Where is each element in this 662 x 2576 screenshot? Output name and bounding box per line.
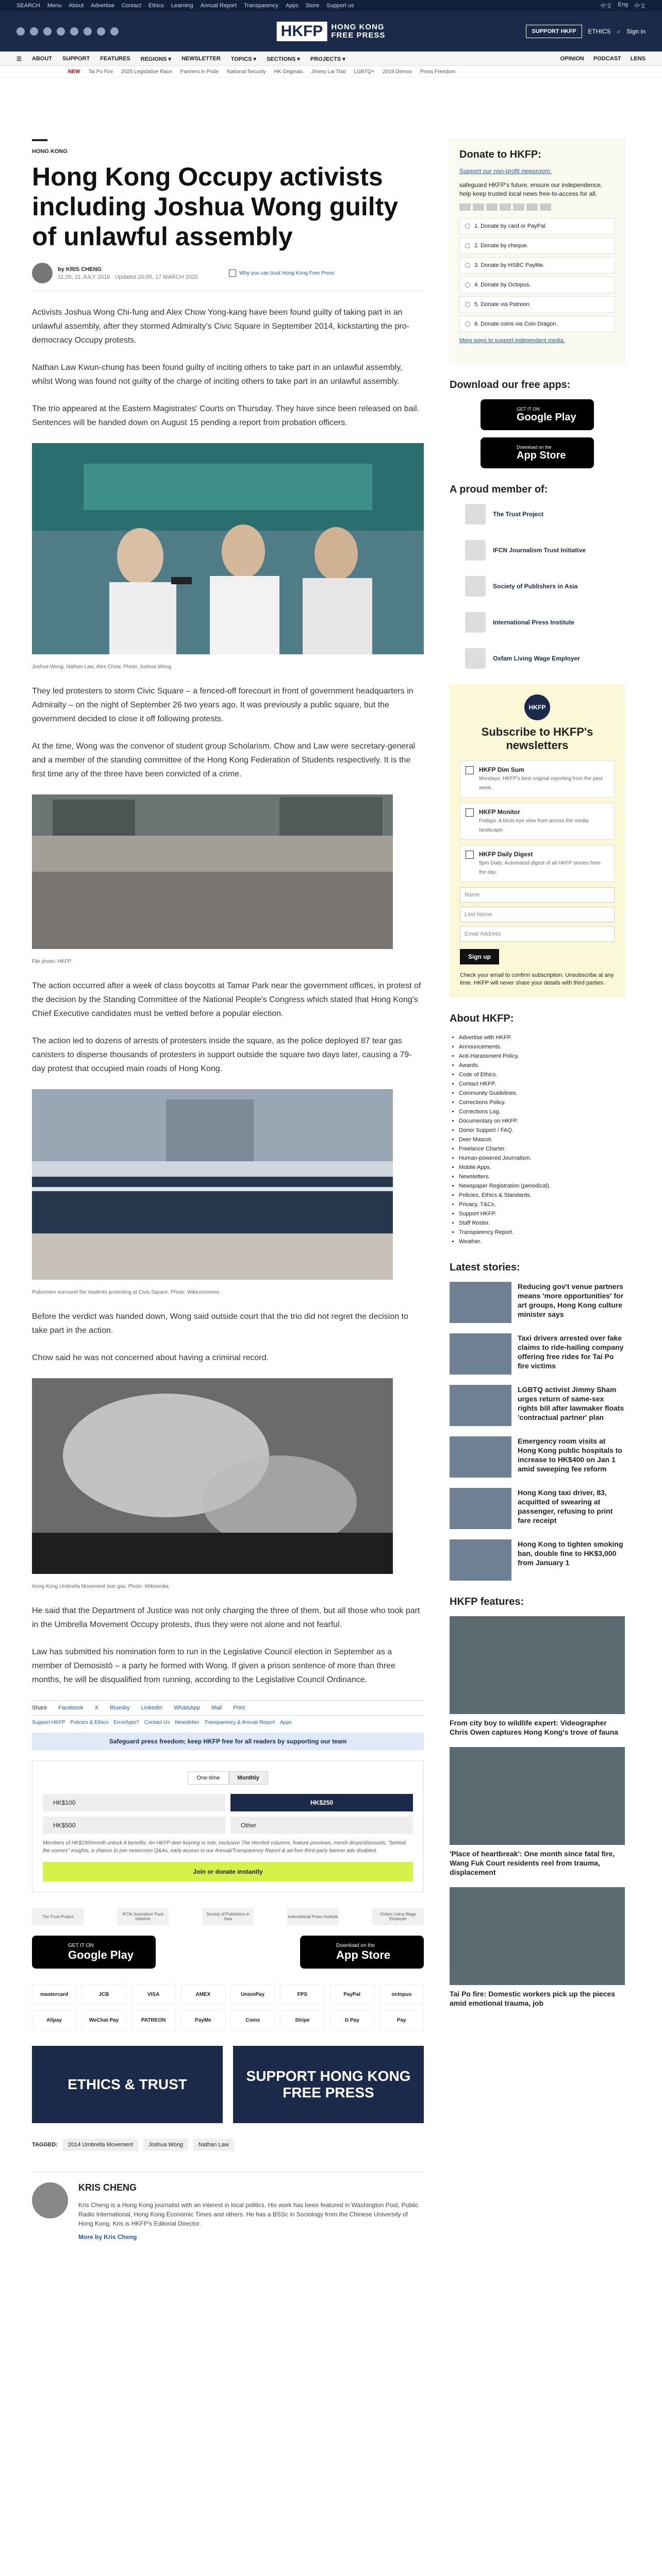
payment-methods xyxy=(32,1984,424,2030)
photo-caption: Joshua Wong, Nathan Law, Alex Chow. Photo: Joshua Wong. xyxy=(32,664,173,670)
card-icon xyxy=(500,204,511,211)
app-store-badge[interactable]: Download on the App Store xyxy=(300,1936,424,1969)
photo-tear-gas xyxy=(32,1378,424,1577)
jti-logo[interactable]: IFCN Journalism Trust Initiative xyxy=(117,1908,169,1925)
share-print[interactable]: Print xyxy=(233,1705,245,1711)
nav-lens[interactable]: LENS xyxy=(630,56,646,62)
card-icon xyxy=(526,204,538,211)
fps-icon: FPS xyxy=(280,1984,324,2005)
nav-support[interactable]: SUPPORT xyxy=(62,56,90,62)
paragraph: Law has submitted his nomination form to run in the Legislative Council election in September as a member of Demosistō – a party he formed with Wong. If given a prison sentence of more than three months, he will be disqualified from running, according to the Legislative Council Ordinance. xyxy=(32,1648,395,1684)
paragraph: They led protesters to storm Civic Square – a fenced-off forecourt in front of government headquarters in Admiralty – on the night of September 26 two years ago. It was previously a public square, but the government decided to close it off following protests. xyxy=(32,687,413,723)
photo-activists xyxy=(32,443,424,657)
about-link[interactable]: • Human-powered Journalism. xyxy=(459,1154,625,1163)
about-title: About HKFP: xyxy=(450,1013,514,1024)
card-icon xyxy=(540,204,551,211)
util-store[interactable]: Store xyxy=(305,3,320,9)
about-link[interactable]: • Contact HKFP. xyxy=(459,1079,625,1089)
about-list xyxy=(450,1033,625,1246)
sidebar xyxy=(450,139,625,2242)
ethics-promo[interactable]: ETHICS & TRUST xyxy=(32,2046,223,2123)
tag[interactable]: Nathan Law xyxy=(193,2139,234,2151)
about-link[interactable]: • Newsletters. xyxy=(459,1172,625,1181)
card-icon xyxy=(473,204,484,211)
tag[interactable]: Joshua Wong xyxy=(143,2139,188,2151)
logo-text: HONG KONG FREE PRESS xyxy=(331,23,386,40)
share-bar xyxy=(32,1700,424,1716)
promo-banners xyxy=(32,2046,424,2123)
freq-one-time[interactable]: One-time xyxy=(188,1771,228,1785)
apple-pay-icon: Pay xyxy=(379,2010,424,2030)
card-icon xyxy=(459,204,471,211)
about-link[interactable]: • Policies, Ethics & Standards. xyxy=(459,1191,625,1200)
about-link[interactable]: • Corrections Log. xyxy=(459,1107,625,1116)
updated-date: Updated 20:05, 17 MARCH 2020 xyxy=(114,274,198,280)
about-link[interactable]: • Documentary on HKFP. xyxy=(459,1116,625,1126)
member-title: A proud member of: xyxy=(450,484,548,495)
side-ipi[interactable]: International Press Institute xyxy=(465,612,625,633)
util-advertise[interactable]: Advertise xyxy=(91,3,114,9)
about-link[interactable]: • Support HKFP. xyxy=(459,1209,625,1218)
ethics-link[interactable]: ETHICS xyxy=(588,28,611,35)
side-google-play-badge[interactable]: GET IT ON Google Play xyxy=(481,399,594,430)
last-name-input[interactable]: Last Name xyxy=(460,907,615,922)
trending-link[interactable]: Tai Po Fire xyxy=(88,69,113,75)
octopus-icon: octopus xyxy=(379,1984,424,2005)
latest-list xyxy=(450,1282,625,1581)
byline xyxy=(32,263,424,291)
donate-option[interactable]: 4. Donate by Octopus. xyxy=(459,277,615,293)
language-switcher xyxy=(600,2,646,10)
side-oxfam[interactable]: Oxfam Living Wage Employer xyxy=(465,648,625,669)
about-link[interactable]: • Staff Roster. xyxy=(459,1218,625,1228)
menu-icon[interactable]: ☰ xyxy=(16,56,22,62)
trending-link[interactable]: National Security xyxy=(227,69,266,75)
facebook-icon[interactable] xyxy=(16,27,25,36)
trust-icon xyxy=(229,269,236,277)
support-banner[interactable]: Safeguard press freedom; keep HKFP free for all readers by supporting our team xyxy=(32,1733,424,1750)
donate-option[interactable]: 3. Donate by HSBC PayMe. xyxy=(459,257,615,274)
newsletter-option[interactable]: HKFP Dim Sum Mondays: HKFP's best original reporting from the past week. xyxy=(460,760,615,798)
about-link[interactable]: • Donor Support / FAQ. xyxy=(459,1126,625,1135)
article-category[interactable]: HONG KONG xyxy=(32,148,68,155)
story-thumbnail xyxy=(450,1539,511,1581)
feature-image xyxy=(450,1747,625,1845)
trust-link[interactable]: Why you can trust Hong Kong Free Press xyxy=(229,269,335,277)
article xyxy=(32,139,424,2242)
paragraph: The action led to dozens of arrests of protesters inside the square, as the police deployed 87 tear gas canisters to disperse thousands of protesters in support outside the square two days later, causing a 79-day protest that occupied main roads of Hong Kong. xyxy=(32,1037,412,1073)
util-transparency[interactable]: Transparency xyxy=(244,3,278,9)
amount-250[interactable]: HK$250 xyxy=(230,1794,413,1811)
about-link[interactable]: • Announcements. xyxy=(459,1042,625,1052)
utility-bar xyxy=(0,0,662,11)
latest-title: Latest stories: xyxy=(450,1262,520,1273)
trending-bar xyxy=(0,66,662,77)
latest-story[interactable]: Hong Kong taxi driver, 83, acquitted of swearing at passenger, refusing to print fare receipt xyxy=(450,1488,625,1529)
logo-mark: HKFP xyxy=(277,22,327,41)
whatsapp-icon[interactable] xyxy=(110,27,119,36)
newsletter-option[interactable]: HKFP Monitor Fridays: A birds-eye view from across the media landscape. xyxy=(460,803,615,840)
support-button[interactable]: SUPPORT HKFP xyxy=(526,25,582,38)
about-link[interactable]: • Deer Mascot. xyxy=(459,1135,625,1144)
visa-icon: VISA xyxy=(131,1984,176,2005)
donate-panel-link[interactable]: Support our non-profit newsroom: xyxy=(459,167,552,175)
story-thumbnail xyxy=(450,1385,511,1426)
lang-zh-2[interactable]: 中文 xyxy=(634,3,646,9)
payme-icon: PayMe xyxy=(181,2010,225,2030)
side-trust-project[interactable]: The Trust Project xyxy=(465,504,625,524)
author-name[interactable]: by KRIS CHENG xyxy=(58,266,102,273)
about-link[interactable]: • Awards. xyxy=(459,1061,625,1070)
sopa-icon xyxy=(465,576,486,597)
checkbox-icon[interactable] xyxy=(466,766,474,774)
signin-link[interactable]: Sign in xyxy=(626,28,646,35)
util-about[interactable]: About xyxy=(69,3,84,9)
share-whatsapp[interactable]: WhatsApp xyxy=(174,1705,200,1711)
share-x[interactable]: X xyxy=(94,1705,99,1711)
trending-link[interactable]: Partners in Pride xyxy=(180,69,219,75)
checkbox-icon[interactable] xyxy=(466,808,474,817)
frequency-toggle xyxy=(43,1771,413,1785)
about-link[interactable]: • Weather. xyxy=(459,1237,625,1246)
patreon-icon: PATREON xyxy=(131,2010,176,2030)
latest-story[interactable]: Emergency room visits at Hong Kong public hospitals to increase to HK$400 on Jan 1 amid sweeping fee reform xyxy=(450,1436,625,1478)
freq-monthly[interactable]: Monthly xyxy=(229,1771,268,1785)
newsletter-signup xyxy=(450,684,625,997)
social-links xyxy=(16,27,119,36)
stripe-icon: Stripe xyxy=(280,2010,324,2030)
card-icons xyxy=(459,204,615,211)
about-link[interactable]: • Community Guidelines. xyxy=(459,1089,625,1098)
publish-date: 11:26, 21 JULY 2016 xyxy=(58,274,110,280)
features-list xyxy=(450,1616,625,2008)
nav-regions[interactable]: REGIONS ▾ xyxy=(140,56,171,62)
paragraph: Activists Joshua Wong Chi-fung and Alex Chow Yong-kang have been found guilty of taking part in an unlawful assembly, after they stormed Admiralty's Civic Square in September 2014, kickstarting the pro-democracy Occupy protests. xyxy=(32,308,409,345)
radio-icon xyxy=(465,224,470,229)
feature-story[interactable]: Tai Po fire: Domestic workers pick up the pieces amid emotional trauma, job xyxy=(450,1887,625,2008)
gpay-icon: G Pay xyxy=(330,2010,374,2030)
newsletter-option[interactable]: HKFP Daily Digest 5pm Daily: Automated digest of all HKFP stories from the day. xyxy=(460,845,615,882)
about-link[interactable]: • Newspaper Registration (periodical). xyxy=(459,1181,625,1191)
about-link[interactable]: • Code of Ethics. xyxy=(459,1070,625,1079)
nav-newsletter[interactable]: NEWSLETTER xyxy=(181,56,221,62)
nav-sections[interactable]: SECTIONS ▾ xyxy=(267,56,300,62)
author-bio: Kris Cheng is a Hong Kong journalist with an interest in local politics. His work has been featured in Washington Post, Public Radio International, Hong Kong Economic Times and others. He has a BSSc in Sociology from the Chinese University of Hong Kong. Kris is HKFP's Editorial Director. xyxy=(78,2201,419,2227)
trending-link[interactable]: Jimmy Lai Trial xyxy=(311,69,346,75)
donation-widget xyxy=(32,1760,424,1892)
checkbox-icon[interactable] xyxy=(466,851,474,859)
paypal-icon: PayPal xyxy=(330,1984,374,2005)
youtube-icon[interactable] xyxy=(70,27,78,36)
instagram-icon[interactable] xyxy=(57,27,65,36)
share-bluesky[interactable]: Bluesky xyxy=(110,1705,130,1711)
util-search[interactable]: SEARCH xyxy=(16,3,40,9)
kicker-rule xyxy=(32,139,47,141)
about-link[interactable]: • Freelance Charter. xyxy=(459,1144,625,1154)
paragraph: Chow said he was not concerned about having a criminal record. xyxy=(32,1353,269,1362)
sopa-logo[interactable]: Society of Publishers in Asia xyxy=(202,1908,254,1925)
util-ethics[interactable]: Ethics xyxy=(148,3,164,9)
photo-caption: Policemen surround the students protesting at Civic Square. Photo: Wikicommons. xyxy=(32,1290,221,1295)
oxfam-logo[interactable]: Oxfam Living Wage Employer xyxy=(372,1908,424,1925)
wechat-pay-icon: WeChat Pay xyxy=(81,2010,126,2030)
nav-about[interactable]: ABOUT xyxy=(31,56,52,62)
trending-link[interactable]: HK Originals xyxy=(274,69,303,75)
tag-list xyxy=(32,2139,424,2151)
radio-icon xyxy=(465,263,470,268)
share-mail[interactable]: Mail xyxy=(211,1705,222,1711)
trust-project-icon xyxy=(465,504,486,524)
typo-link[interactable]: Error/typo? xyxy=(113,1720,139,1725)
trending-new-badge: NEW xyxy=(68,69,80,75)
ipi-logo[interactable]: International Press Institute xyxy=(287,1908,339,1925)
radio-icon xyxy=(465,302,470,307)
more-by-author-link[interactable]: More by Kris Cheng xyxy=(78,2233,137,2241)
author-avatar[interactable] xyxy=(32,263,53,283)
trending-link[interactable]: LGBTQ+ xyxy=(354,69,375,75)
photo-protest-crowd xyxy=(32,794,424,952)
nav-projects[interactable]: PROJECTS ▾ xyxy=(310,56,345,62)
apps-link[interactable]: Apps xyxy=(279,1720,292,1725)
search-icon[interactable]: ⌕ xyxy=(617,27,621,35)
feature-story[interactable]: From city boy to wildlife expert: Videographer Chris Owen captures Hong Kong's trove of fauna xyxy=(450,1616,625,1737)
feature-image xyxy=(450,1616,625,1714)
util-annual-report[interactable]: Annual Report xyxy=(200,3,237,9)
radio-icon xyxy=(465,243,470,248)
signup-button[interactable]: Sign up xyxy=(460,949,499,964)
tags-label: TAGGED: xyxy=(32,2142,58,2148)
card-icon xyxy=(513,204,524,211)
share-label: Share xyxy=(32,1705,47,1711)
transparency-link[interactable]: Transparency & Annual Report xyxy=(204,1720,275,1725)
donate-option[interactable]: 5. Donate via Patreon. xyxy=(459,296,615,313)
oxfam-icon xyxy=(465,648,486,669)
trending-link[interactable]: 2019 Demos xyxy=(383,69,412,75)
linkedin-icon[interactable] xyxy=(84,27,92,36)
policies-link[interactable]: Policies & Ethics xyxy=(70,1720,109,1725)
donate-button[interactable]: Join or donate instantly xyxy=(43,1862,413,1882)
donate-option[interactable]: 2. Donate by cheque. xyxy=(459,238,615,254)
author-box xyxy=(32,2172,424,2242)
paragraph: Nathan Law Kwun-chung has been found guilty of inciting others to take part in an unlawful assembly, whilst Wong was found not guilty of the charge of inciting others to take part in an unlawful assembly. xyxy=(32,363,403,386)
nav-topics[interactable]: TOPICS ▾ xyxy=(230,56,257,62)
support-link[interactable]: Support HKFP xyxy=(32,1720,65,1725)
about-link[interactable]: • Mobile Apps. xyxy=(459,1163,625,1172)
footer-links xyxy=(32,1720,424,1725)
util-learning[interactable]: Learning xyxy=(171,3,193,9)
donate-panel xyxy=(450,139,625,364)
about-link[interactable]: • Privacy, T&Cs. xyxy=(459,1200,625,1209)
article-title: Hong Kong Occupy activists including Joshua Wong guilty of unlawful assembly xyxy=(32,162,399,251)
newsletter-link[interactable]: Newsletter xyxy=(175,1720,200,1725)
threads-icon[interactable] xyxy=(97,27,105,36)
nav-podcast[interactable]: PODCAST xyxy=(593,56,621,62)
latest-story[interactable]: Hong Kong to tighten smoking ban, double fine to HK$3,000 from January 1 xyxy=(450,1539,625,1581)
author-photo[interactable] xyxy=(32,2182,68,2218)
latest-story[interactable]: Reducing gov't venue partners means 'more opportunities' for art groups, Hong Kong culture minister says xyxy=(450,1282,625,1323)
about-link[interactable]: • Advertise with HKFP. xyxy=(459,1033,625,1042)
amount-100[interactable]: HK$100 xyxy=(43,1794,225,1811)
newsletter-note: Check your email to confirm subscription. Unsubscribe at any time. HKFP will never share your details with third parties. xyxy=(460,972,614,986)
latest-story[interactable]: Taxi drivers arrested over fake claims to ride-hailing company offering free rides for Tai Po fire victims xyxy=(450,1333,625,1375)
photo-caption: File photo: HKFP. xyxy=(32,959,72,964)
card-icon xyxy=(486,204,498,211)
amount-500[interactable]: HK$500 xyxy=(43,1817,225,1834)
donate-option[interactable]: 1. Donate by card or PayPal. xyxy=(459,218,615,234)
bluesky-icon[interactable] xyxy=(43,27,52,36)
util-apps[interactable]: Apps xyxy=(285,3,299,9)
side-jti[interactable]: IFCN Journalism Trust Initiative xyxy=(465,540,625,561)
amex-icon: AMEX xyxy=(181,1984,225,2005)
jcb-icon: JCB xyxy=(81,1984,126,2005)
google-play-badge[interactable]: GET IT ON Google Play xyxy=(32,1936,156,1969)
side-sopa[interactable]: Society of Publishers in Asia xyxy=(465,576,625,597)
paragraph: At the time, Wong was the convenor of student group Scholarism. Chow and Law were secretary-general and a member of the standing committee of the Hong Kong Federation of Students respectively. It is the first time any of the three have been convicted of a crime. xyxy=(32,742,416,778)
amount-options xyxy=(43,1794,413,1834)
about-link[interactable]: • Transparency Report. xyxy=(459,1228,625,1237)
paragraph: The action occurred after a week of class boycotts at Tamar Park near the government offices, in protest of the decision by the Standing Committee of the National People's Congress which stated that Hong Kong's Chief Executive candidates must be vetted before a popular election. xyxy=(32,981,421,1018)
trending-link[interactable]: 2025 Legislative Race xyxy=(121,69,172,75)
name-input[interactable]: Name xyxy=(460,887,615,903)
masthead xyxy=(0,11,662,52)
trust-project-logo[interactable]: The Trust Project xyxy=(32,1908,84,1925)
donation-note: Members of HK$150/month unlock 8 benefits: An HKFP deer keyring or tote, exclusive The Hemlett columns, feature previews, merch drops/discounts, "behind the scenes" insights, a chance to join newsroom Q&As, early access to our Annual/Transparency Report & ad-free third-party banner ads disabled. xyxy=(43,1840,406,1854)
photo-police-civic-square xyxy=(32,1089,424,1282)
story-thumbnail xyxy=(450,1436,511,1478)
newsletter-title: Subscribe to HKFP's newsletters xyxy=(481,725,593,752)
util-support[interactable]: Support us xyxy=(326,3,354,9)
amount-other[interactable]: Other xyxy=(230,1817,413,1834)
support-promo[interactable]: SUPPORT HONG KONG FREE PRESS xyxy=(233,2046,424,2123)
paragraph: He said that the Department of Justice was not only charging the three of them, but all those who took part in the Umbrella Movement Occupy protests, thus they were not alone and not fearful. xyxy=(32,1606,420,1629)
x-icon[interactable] xyxy=(30,27,38,36)
latest-story[interactable]: LGBTQ activist Jimmy Sham urges return of same-sex rights bill after lawmaker floats 'contractual partner' plan xyxy=(450,1385,625,1426)
features-title: HKFP features: xyxy=(450,1596,524,1607)
unionpay-icon: UnionPay xyxy=(230,1984,275,2005)
more-ways-link[interactable]: More ways to support independent media. xyxy=(459,337,565,344)
story-thumbnail xyxy=(450,1333,511,1375)
author-box-name[interactable]: KRIS CHENG xyxy=(78,2182,137,2193)
hkfp-badge: HKFP xyxy=(524,694,550,720)
feature-image xyxy=(450,1887,625,1985)
about-link[interactable]: • Corrections Policy. xyxy=(459,1098,625,1107)
story-thumbnail xyxy=(450,1488,511,1529)
jti-icon xyxy=(465,540,486,561)
donate-panel-title: Donate to HKFP: xyxy=(459,149,541,160)
radio-icon xyxy=(465,282,470,287)
nav-opinion[interactable]: OPINION xyxy=(560,56,584,62)
mastercard-icon: mastercard xyxy=(32,1984,76,2005)
alipay-icon: Alipay xyxy=(32,2010,76,2030)
tag[interactable]: 2014 Umbrella Movement xyxy=(63,2139,138,2151)
email-input[interactable]: Email Address xyxy=(460,926,615,942)
site-logo[interactable] xyxy=(277,22,386,41)
app-badges xyxy=(32,1936,424,1969)
contact-link[interactable]: Contact Us xyxy=(144,1720,170,1725)
util-menu[interactable]: Menu xyxy=(47,3,62,9)
main-nav xyxy=(0,52,662,66)
paragraph: The trio appeared at the Eastern Magistrates' Courts on Thursday. They have since been released on bail. Sentences will be handed down on August 15 pending a report from probation officers. xyxy=(32,404,420,427)
apps-title: Download our free apps: xyxy=(450,379,571,391)
membership-logos xyxy=(32,1908,424,1925)
util-contact[interactable]: Contact xyxy=(121,3,141,9)
paragraph: Before the verdict was handed down, Wong said outside court that the trio did not regret the decision to take part in the action. xyxy=(32,1312,408,1335)
lang-en[interactable]: Eng xyxy=(618,2,628,8)
lang-zh[interactable]: 中文 xyxy=(600,3,612,9)
photo-caption: Hong Kong Umbrella Movement tear gas. Photo: Wikimedia. xyxy=(32,1584,170,1589)
story-thumbnail xyxy=(450,1282,511,1323)
share-facebook[interactable]: Facebook xyxy=(58,1705,84,1711)
side-app-store-badge[interactable]: Download on the App Store xyxy=(481,437,594,468)
side-member-logos xyxy=(450,504,625,669)
radio-icon xyxy=(465,321,470,327)
trending-link[interactable]: Press Freedom xyxy=(420,69,456,75)
ipi-icon xyxy=(465,612,486,633)
nav-features[interactable]: FEATURES xyxy=(100,56,130,62)
share-linkedin[interactable]: LinkedIn xyxy=(141,1705,163,1711)
feature-story[interactable]: 'Place of heartbreak': One month since fatal fire, Wang Fuk Court residents reel from trauma, displacement xyxy=(450,1747,625,1877)
about-link[interactable]: • Anti-Harassment Policy. xyxy=(459,1052,625,1061)
coins-icon: Coins xyxy=(230,2010,275,2030)
donate-option[interactable]: 6. Donate coins via Coin Dragon. xyxy=(459,316,615,332)
donate-panel-text: safeguard HKFP's future, ensure our independence, help keep trusted local news free-to-access for all. xyxy=(459,181,603,197)
